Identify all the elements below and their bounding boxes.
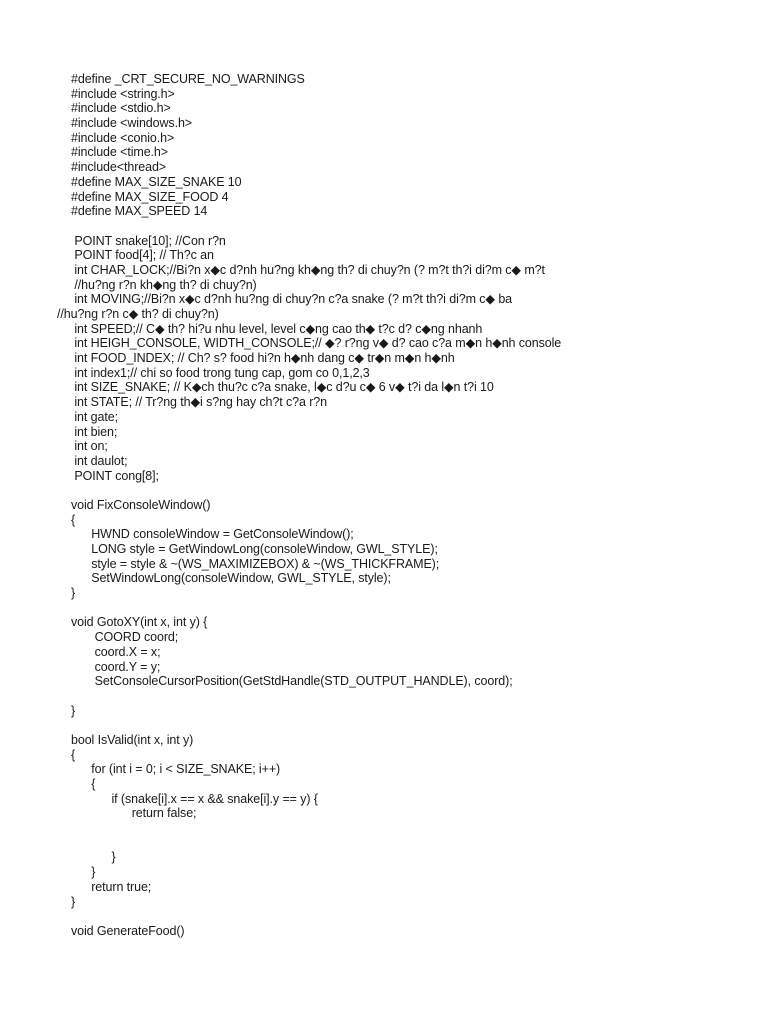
code-line: int SIZE_SNAKE; // K◆ch thu?c c?a snake, l◆c d?u c◆ 6 v◆ t?i da l◆n t?i 10: [71, 380, 494, 395]
code-line: void FixConsoleWindow(): [71, 497, 211, 512]
code-line: #define MAX_SIZE_SNAKE 10: [71, 174, 242, 189]
code-line: for (int i = 0; i < SIZE_SNAKE; i++): [71, 762, 281, 777]
code-line: POINT snake[10]; //Con r?n: [71, 233, 226, 248]
code-line: #include <string.h>: [71, 86, 175, 101]
code-line: int index1;// chi so food trong tung cap, gom co 0,1,2,3: [71, 365, 370, 380]
code-line: int bien;: [71, 424, 118, 439]
code-line: SetConsoleCursorPosition(GetStdHandle(STD_OUTPUT_HANDLE), coord);: [71, 674, 513, 689]
code-line: #include <windows.h>: [71, 116, 192, 131]
code-line: #define MAX_SPEED 14: [71, 204, 208, 219]
code-line: void GotoXY(int x, int y) {: [71, 615, 208, 630]
code-line: HWND consoleWindow = GetConsoleWindow();: [71, 527, 354, 542]
code-line: int HEIGH_CONSOLE, WIDTH_CONSOLE;// ◆? r?ng v◆ d? cao c?a m◆n h◆nh console: [71, 336, 562, 351]
code-line: [71, 689, 751, 704]
code-line: #include <conio.h>: [71, 130, 175, 145]
code-line: #include <stdio.h>: [71, 101, 171, 116]
code-line: [71, 219, 751, 234]
code-line: [71, 483, 751, 498]
code-line: [71, 821, 751, 836]
code-line: {: [71, 512, 76, 527]
code-line: int STATE; // Tr?ng th◆i s?ng hay ch?t c?a r?n: [71, 395, 327, 410]
code-line: coord.Y = y;: [71, 659, 161, 674]
code-line: }: [71, 865, 96, 880]
code-line: if (snake[i].x == x && snake[i].y == y) {: [71, 791, 318, 806]
code-line: int CHAR_LOCK;//Bi?n x◆c d?nh hu?ng kh◆ng th? di chuy?n (? m?t th?i di?m c◆ m?t: [71, 262, 545, 277]
code-line: int on;: [71, 439, 108, 454]
code-line: //hu?ng r?n c◆ th? di chuy?n): [57, 307, 219, 321]
code-line: #define _CRT_SECURE_NO_WARNINGS: [71, 72, 305, 86]
code-line: #include <time.h>: [71, 145, 168, 160]
code-line: COORD coord;: [71, 630, 179, 645]
code-line: }: [71, 586, 76, 601]
code-line: int FOOD_INDEX; // Ch? s? food hi?n h◆nh dang c◆ tr◆n m◆n h◆nh: [71, 351, 455, 366]
code-line: int MOVING;//Bi?n x◆c d?nh hu?ng di chuy?n c?a snake (? m?t th?i di?m c◆ ba: [71, 292, 513, 307]
code-line: [71, 718, 751, 733]
code-line: [71, 909, 751, 924]
code-listing: [57, 72, 751, 939]
code-line: #define MAX_SIZE_FOOD 4: [71, 189, 229, 204]
code-line: {: [71, 747, 76, 762]
code-line: [71, 601, 751, 616]
code-line: }: [71, 894, 76, 909]
code-line: style = style & ~(WS_MAXIMIZEBOX) & ~(WS_THICKFRAME);: [71, 556, 440, 571]
code-line: return false;: [71, 806, 197, 821]
code-line: coord.X = x;: [71, 644, 161, 659]
code-line: {: [71, 777, 96, 791]
code-line: return true;: [71, 879, 152, 894]
code-line: #include<thread>: [71, 160, 167, 175]
code-line: bool IsValid(int x, int y): [71, 732, 194, 747]
code-line: }: [71, 703, 76, 718]
code-line: [71, 836, 751, 851]
code-line: SetWindowLong(consoleWindow, GWL_STYLE, style);: [71, 571, 391, 586]
code-line: //hu?ng r?n kh◆ng th? di chuy?n): [71, 277, 257, 292]
code-line: }: [71, 850, 116, 865]
code-line: int daulot;: [71, 453, 128, 468]
code-line: void GenerateFood(): [71, 923, 185, 938]
code-line: POINT cong[8];: [71, 468, 159, 483]
code-line: int gate;: [71, 409, 118, 424]
code-line: POINT food[4]; // Th?c an: [71, 248, 214, 263]
code-line: int SPEED;// C◆ th? hi?u nhu level, level c◆ng cao th◆ t?c d? c◆ng nhanh: [71, 321, 483, 336]
code-line: LONG style = GetWindowLong(consoleWindow, GWL_STYLE);: [71, 542, 438, 556]
